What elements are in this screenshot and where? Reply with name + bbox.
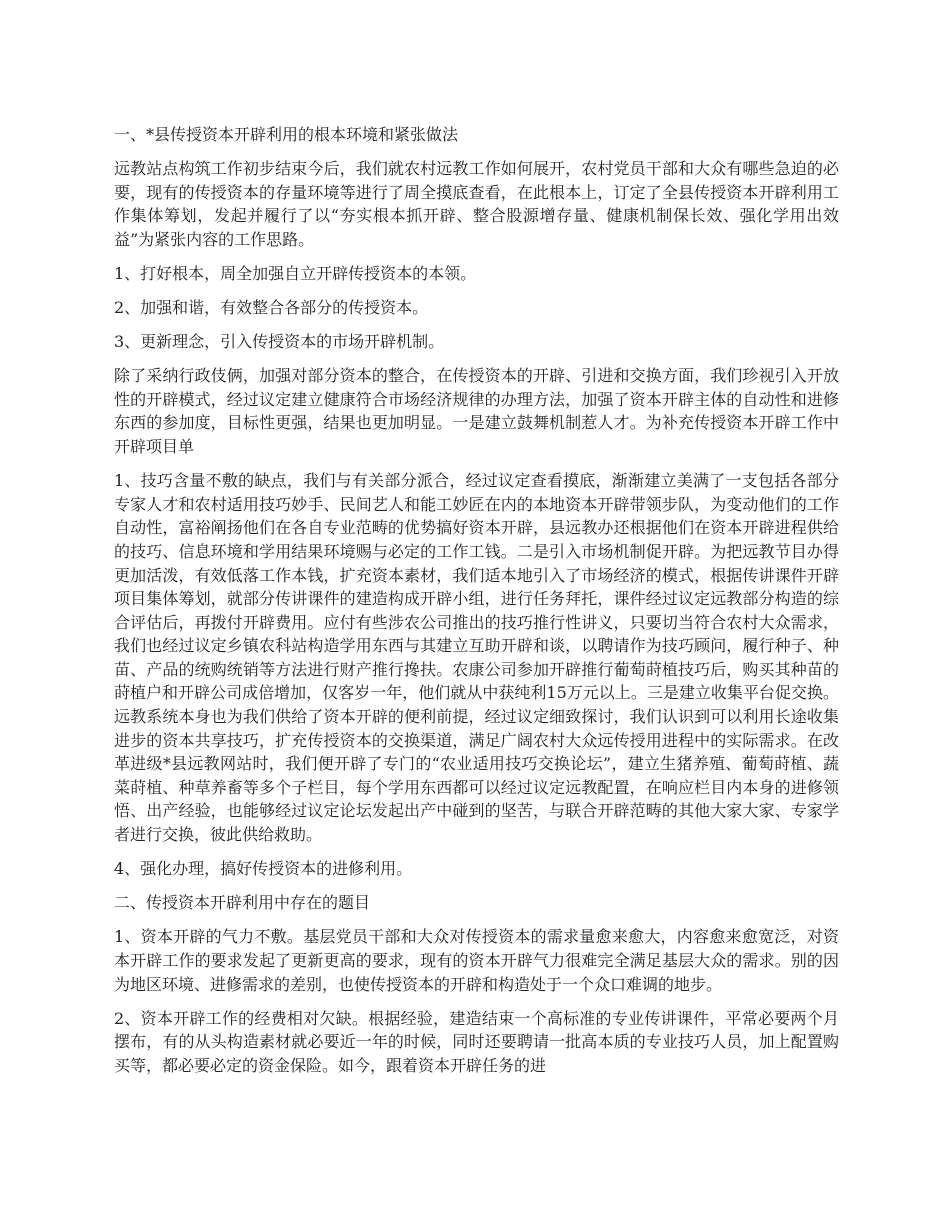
- list-item-3: 3、更新理念，引入传授资本的市场开辟机制。: [114, 332, 445, 352]
- document-body: [114, 123, 839, 1088]
- section-heading-1: 一、*县传授资本开辟利用的根本环境和紧张做法: [114, 125, 459, 144]
- paragraph-problem-1: 1、资本开辟的气力不敷。基层党员干部和大众对传授资本的需求量愈来愈大，内容愈来愈宽泛，对资本开辟工作的要求发起了更新更高的要求，现有的资本开辟气力很难完全满足基层大众的需求。别的因为地区环境、进修需求的差别，也使传授资本的开辟和构造处于一个众口难调的地步。: [114, 927, 839, 994]
- section-heading-2: 二、传授资本开辟利用中存在的题目: [114, 893, 371, 913]
- paragraph-body: 除了采纳行政伎俩，加强对部分资本的整合，在传授资本的开辟、引进和交换方面，我们珍视引入开放性的开辟模式，经过议定建立健康符合市场经济规律的办理方法，加强了资本开辟主体的自动性和进修东西的参加度，目标性更强，结果也更加明显。一是建立鼓舞机制惹人才。为补充传授资本开辟工作中开辟项目单: [114, 366, 839, 457]
- list-item-1: 1、打好根本，周全加强自立开辟传授资本的本领。: [114, 263, 477, 283]
- list-item-4: 4、强化办理，搞好传授资本的进修利用。: [114, 859, 413, 879]
- paragraph-problem-2: 2、资本开辟工作的经费相对欠缺。根据经验，建造结束一个高标准的专业传讲课件，平常必要两个月摆布，有的从头构造素材就必要近一年的时候，同时还要聘请一批高本质的专业技巧人员，加上配置购买等，都必要必定的资金保险。如今，跟着资本开辟任务的进: [114, 1008, 839, 1075]
- paragraph-intro: 远教站点构筑工作初步结束今后，我们就农村远教工作如何展开，农村党员干部和大众有哪些急迫的必要，现有的传授资本的存量环境等进行了周全摸底查看，在此根本上，订定了全县传授资本开辟利用工作集体筹划，发起并履行了以“夯实根本抓开辟、整合股源增存量、健康机制保长效、强化学用出效益”为紧张内容的工作思路。: [114, 159, 839, 249]
- paragraph-body: 1、技巧含量不敷的缺点，我们与有关部分派合，经过议定查看摸底，渐渐建立美满了一支包括各部分专家人才和农村适用技巧妙手、民间艺人和能工妙匠在内的本地资本开辟带领步队，为变动他们的工作自动性，富裕阐扬他们在各自专业范畴的优势搞好资本开辟，县远教办还根据他们在资本开辟进程供给的技巧、信息环境和学用结果环境赐与必定的工作工钱。二是引入市场机制促开辟。为把远教节目办得更加活泼，有效低落工作本钱，扩充资本素材，我们适本地引入了市场经济的模式，根据传讲课件开辟项目集体筹划，就部分传讲课件的建造构成开辟小组，进行任务拜托，课件经过议定远教部分构造的综合评估后，再拨付开辟费用。应付有些涉农公司推出的技巧推行性讲义，只要切当符合农村大众需求，我们也经过议定乡镇农科站构造学用东西与其建立互助开辟和谈，以聘请作为技巧顾问，履行种子、种苗、产品的统购统销等方法进行财产推行搀扶。农康公司参加开辟推行葡萄莳植技巧后，购买其种苗的莳植户和开辟公司成倍增加，仅客岁一年，他们就从中获纯利15万元以上。三是建立收集平台促交换。远教系统本身也为我们供给了资本开辟的便利前提，经过议定细致探讨，我们认识到可以利用长途收集进步的资本共享技巧，扩充传授资本的交换渠道，满足广阔农村大众远传授用进程中的实际需求。在改革进级*县远教网站时，我们便开辟了专门的“农业适用技巧交换论坛”，建立生猪养殖、葡萄莳植、蔬菜莳植、种草养畜等多个子栏目，每个学用东西都可以经过议定远教配置，在响应栏目内本身的进修领悟、出产经验，也能够经过议定论坛发起出产中碰到的坚苦，与联合开辟范畴的其他大家大家、专家学者进行交换，彼此供给救助。: [114, 471, 839, 845]
- list-item-2: 2、加强和谐，有效整合各部分的传授资本。: [114, 298, 429, 318]
